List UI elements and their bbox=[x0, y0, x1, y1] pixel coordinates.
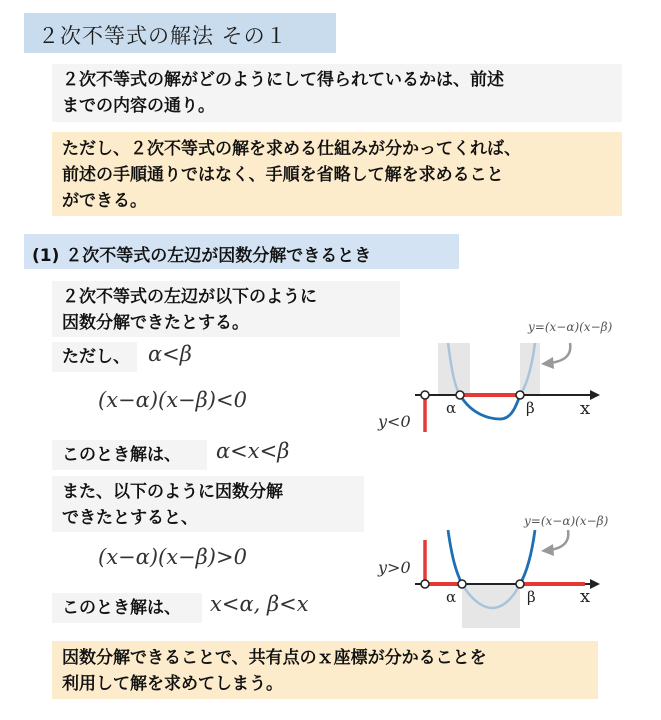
case1-alpha-point bbox=[456, 391, 464, 399]
case1-solution-prefix: このとき解は、 bbox=[62, 445, 181, 465]
case2-beta-label: β bbox=[527, 588, 536, 606]
summary-line-1: 因数分解できることで、共有点のｘ座標が分かることを bbox=[62, 648, 487, 668]
note-line-2: 前述の手順通りではなく、手順を省略して解を求めること bbox=[62, 165, 504, 185]
case1-region-label: y<0 bbox=[378, 412, 411, 431]
case2-x-arrow bbox=[590, 579, 600, 589]
case2-desc-line-2: できたとすると、 bbox=[62, 508, 198, 528]
case2-curve-label: y=(x−α)(x−β) bbox=[524, 514, 609, 528]
page-title: ２次不等式の解法 その１ bbox=[38, 24, 288, 48]
case2-shade-center bbox=[462, 584, 520, 628]
intro-line-2: までの内容の通り。 bbox=[62, 96, 215, 116]
case2-beta-point bbox=[516, 580, 524, 588]
section-heading: (1) ２次不等式の左辺が因数分解できるとき bbox=[32, 246, 372, 266]
case2-alpha-point bbox=[458, 580, 466, 588]
case1-alpha-label: α bbox=[446, 399, 457, 417]
case2-origin-point bbox=[421, 580, 429, 588]
case1-shade-left bbox=[438, 343, 470, 395]
case1-x-label: x bbox=[580, 398, 591, 419]
case1-solution: α<x<β bbox=[216, 439, 290, 463]
case2-label-arrowhead bbox=[541, 544, 554, 556]
case1-desc-line-2: 因数分解できたとする。 bbox=[62, 313, 249, 333]
case2-solution: x<α, β<x bbox=[210, 592, 309, 616]
case2-curve-upper-right bbox=[520, 530, 535, 584]
case1-condition-prefix: ただし、 bbox=[62, 347, 130, 367]
case1-curve-lower bbox=[460, 395, 520, 419]
note-line-1: ただし、２次不等式の解を求める仕組みが分かってくれば、 bbox=[62, 139, 521, 159]
case2-alpha-label: α bbox=[446, 588, 457, 606]
summary-line-2: 利用して解を求めてしまう。 bbox=[62, 674, 283, 694]
intro-line-1: ２次不等式の解がどのようにして得られているかは、前述 bbox=[62, 70, 504, 90]
case1-x-arrow bbox=[590, 390, 600, 400]
case1-curve-label: y=(x−α)(x−β) bbox=[528, 320, 613, 334]
case2-solution-prefix: このとき解は、 bbox=[62, 598, 181, 618]
case2-inequality: (x−α)(x−β)>0 bbox=[98, 545, 247, 569]
case1-condition: α<β bbox=[148, 342, 192, 366]
case1-desc-line-1: ２次不等式の左辺が以下のように bbox=[62, 287, 317, 307]
case1-origin-point bbox=[421, 391, 429, 399]
case2-x-label: x bbox=[580, 586, 591, 607]
case1-inequality: (x−α)(x−β)<0 bbox=[98, 388, 247, 412]
case2-desc-line-1: また、以下のように因数分解 bbox=[62, 482, 283, 502]
case1-beta-label: β bbox=[526, 399, 535, 417]
case1-beta-point bbox=[516, 391, 524, 399]
case2-region-label: y>0 bbox=[378, 558, 411, 577]
case1-label-arrowhead bbox=[541, 357, 554, 369]
note-line-3: ができる。 bbox=[62, 191, 147, 211]
case2-curve-upper-left bbox=[448, 530, 462, 584]
